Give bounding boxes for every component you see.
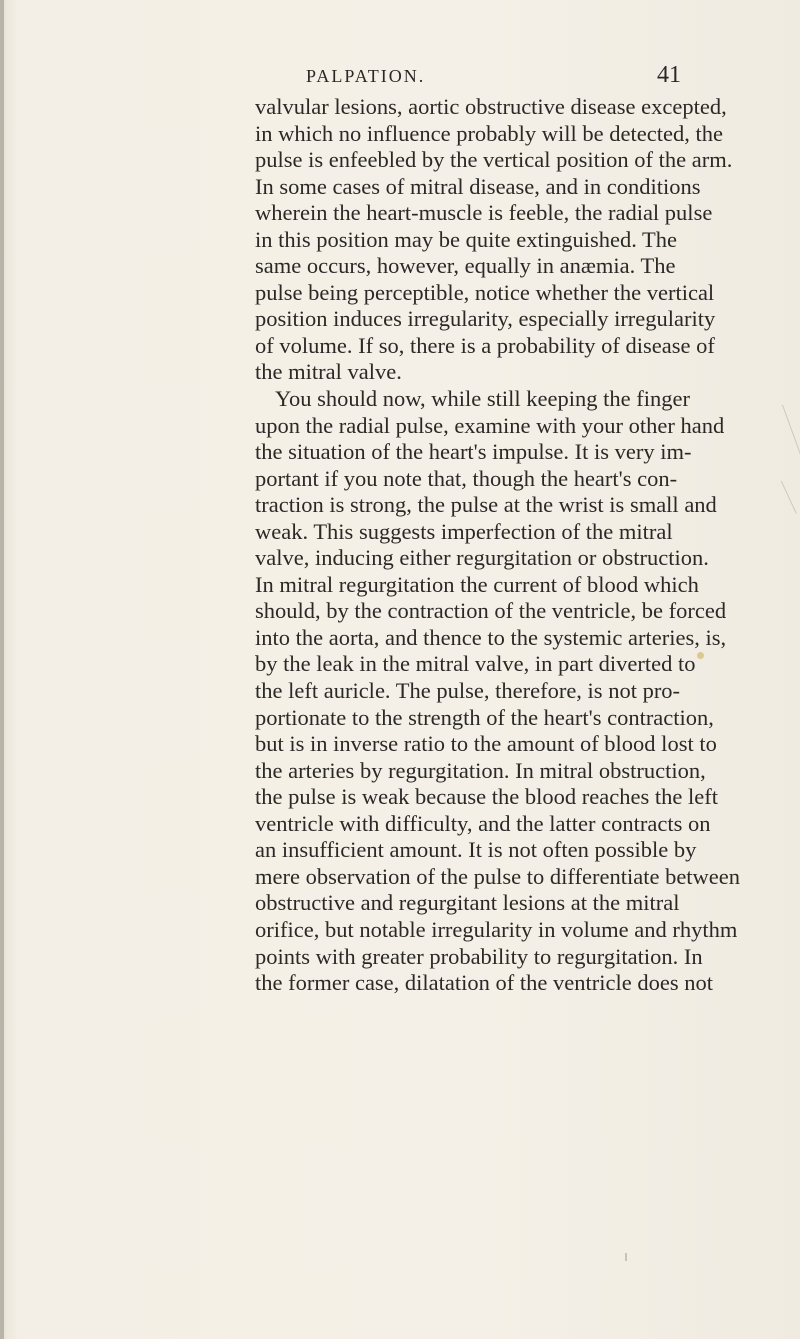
text-line: the pulse is weak because the blood reaches the left (255, 784, 718, 810)
text-line: You should now, while still keeping the finger (275, 386, 690, 412)
text-line: traction is strong, the pulse at the wrist is small and (255, 492, 717, 518)
text-line: an insufficient amount. It is not often possible by (255, 837, 697, 863)
text-line: the former case, dilatation of the ventricle does not (255, 970, 713, 996)
text-line: upon the radial pulse, examine with your other hand (255, 412, 725, 438)
page-number: 41 (657, 62, 681, 88)
text-line: wherein the heart-muscle is feeble, the radial pulse (255, 200, 713, 226)
text-line: In some cases of mitral disease, and in conditions (255, 173, 701, 199)
text-line: the situation of the heart's impulse. It is very im- (255, 439, 692, 465)
text-line: of volume. If so, there is a probability of disease of (255, 332, 715, 358)
text-line: in which no influence probably will be detected, the (255, 120, 723, 146)
text-line: pulse is enfeebled by the vertical position of the arm. (255, 147, 733, 173)
text-line: but is in inverse ratio to the amount of blood lost to (255, 731, 717, 757)
text-line: weak. This suggests imperfection of the mitral (255, 518, 673, 544)
text-line: in this position may be quite extinguished. The (255, 226, 678, 252)
text-line: the left auricle. The pulse, therefore, is not pro- (255, 678, 681, 704)
text-line: portionate to the strength of the heart's contraction, (255, 704, 714, 730)
text-line: into the aorta, and thence to the systemic arteries, is, (255, 624, 727, 650)
text-line: ventricle with difficulty, and the latter contracts on (255, 810, 711, 836)
text-line: by the leak in the mitral valve, in part diverted to (255, 651, 696, 677)
body-text (255, 94, 741, 997)
text-line: mere observation of the pulse to differentiate between (255, 863, 741, 889)
text-line: the arteries by regurgitation. In mitral obstruction, (255, 757, 706, 783)
paper-mark (781, 478, 800, 514)
text-line: should, by the contraction of the ventricle, be forced (255, 598, 727, 624)
text-line: obstructive and regurgitant lesions at the mitral (255, 890, 680, 916)
text-line: In mitral regurgitation the current of blood which (255, 571, 699, 597)
text-line: portant if you note that, though the heart's con- (255, 465, 678, 491)
text-line: position induces irregularity, especially irregularity (255, 306, 716, 332)
text-line: points with greater probability to regurgitation. In (255, 943, 703, 969)
paper-mark (782, 403, 800, 462)
running-head: PALPATION. (306, 66, 426, 86)
page-gutter (0, 0, 4, 1339)
paper-speck (697, 652, 704, 659)
text-line: valve, inducing either regurgitation or obstruction. (255, 545, 709, 571)
text-line: same occurs, however, equally in anæmia. The (255, 253, 676, 279)
text-line: pulse being perceptible, notice whether the vertical (255, 279, 715, 305)
paper-mark (625, 1253, 627, 1261)
text-line: the mitral valve. (255, 359, 402, 385)
text-line: valvular lesions, aortic obstructive disease excepted, (255, 94, 727, 119)
text-line: orifice, but notable irregularity in volume and rhythm (255, 916, 738, 942)
